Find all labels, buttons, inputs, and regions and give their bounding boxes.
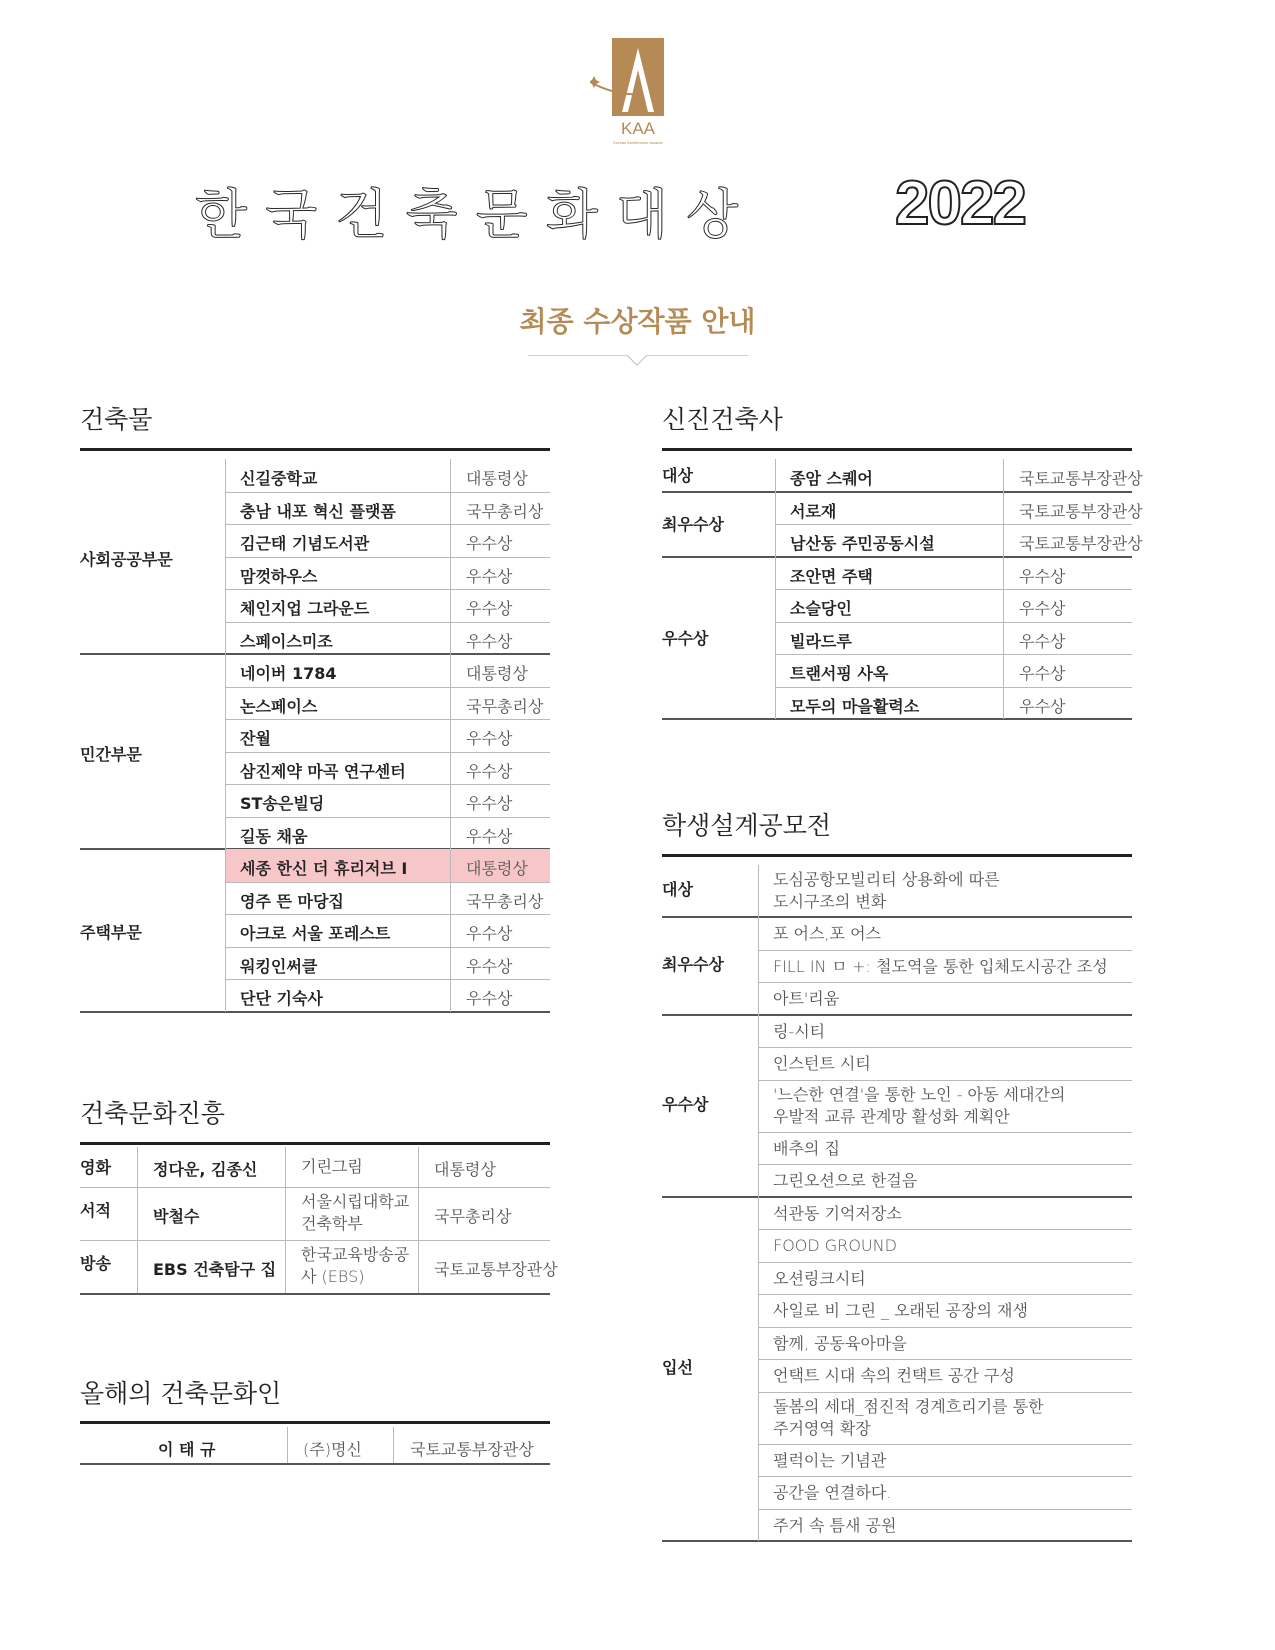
col-divider [418, 1147, 419, 1187]
group-divider [662, 1540, 1132, 1542]
category-label: 우수상 [662, 1094, 709, 1114]
col-divider [775, 459, 776, 492]
work-name-line-1: 석관동 기억저장소 [773, 1203, 902, 1223]
award-name: 대통령상 [466, 664, 528, 683]
row-divider [758, 1509, 1132, 1510]
col-divider [1003, 492, 1004, 557]
award-name: 국무총리상 [466, 696, 544, 716]
work-name [773, 1053, 1123, 1075]
work-name [773, 1235, 1123, 1257]
work-name: 신길중학교 [240, 469, 318, 488]
work-name-line-1: FILL IN ㅁ +: 철도역을 통한 입체도시공간 조성 [773, 956, 1108, 976]
work-name [773, 1482, 1123, 1504]
award-name: 우수상 [466, 631, 513, 651]
work-name [773, 1396, 1123, 1440]
col-divider [137, 1240, 138, 1293]
section-rule [662, 854, 1132, 857]
row-divider [225, 817, 550, 818]
work-name-line-1: 그린오션으로 한걸음 [773, 1171, 918, 1190]
work-name-line-1: 인스턴트 시티 [773, 1054, 871, 1073]
work-name [773, 1021, 1123, 1043]
work-name: 논스페이스 [240, 696, 318, 716]
award-name: 국토교통부장관상 [434, 1259, 558, 1279]
group-divider [662, 491, 1132, 493]
col-divider [225, 654, 226, 849]
work-name [773, 1170, 1123, 1192]
work-name: 워킹인써클 [240, 956, 318, 976]
award-name: 국토교통부장관상 [410, 1440, 534, 1459]
person-name: 정다운, 김종신 [153, 1160, 258, 1179]
award-name: 대통령상 [466, 859, 528, 878]
work-name: 맘껏하우스 [240, 566, 318, 586]
row-divider [225, 947, 550, 948]
work-name-line-1: 함께, 공동육아마을 [773, 1333, 907, 1353]
work-name-line-1: 포 어스,포 어스 [773, 924, 881, 943]
award-name: 대통령상 [434, 1160, 496, 1179]
category-label: 서적 [80, 1200, 111, 1220]
row-divider [758, 1476, 1132, 1477]
col-divider [758, 1197, 759, 1542]
row-divider [758, 1359, 1132, 1360]
row-divider [80, 1463, 550, 1465]
award-name: 대통령상 [466, 469, 528, 488]
award-name: 우수상 [466, 794, 513, 813]
work-name-line-1: 오션링크시티 [773, 1268, 866, 1288]
col-divider [225, 459, 226, 654]
work-name: 아크로 서울 포레스트 [240, 924, 391, 943]
work-name: 삼진제약 마곡 연구센터 [240, 761, 406, 781]
group-divider [80, 1011, 550, 1013]
col-divider [418, 1240, 419, 1293]
row-divider [775, 654, 1132, 655]
award-name: 국토교통부장관상 [1019, 501, 1143, 521]
col-divider [758, 917, 759, 1015]
row-divider [775, 524, 1132, 525]
main-title [195, 168, 1075, 246]
work-name [773, 923, 1123, 945]
category-label: 입선 [662, 1357, 693, 1377]
category-label: 최우수상 [662, 515, 724, 534]
row-divider [80, 1293, 550, 1295]
work-name-line-1: 사일로 비 그린 _ 오래된 공장의 재생 [773, 1301, 1028, 1320]
group-divider [662, 718, 1132, 720]
row-divider [758, 1327, 1132, 1328]
row-divider [225, 882, 550, 883]
row-divider [775, 589, 1132, 590]
col-divider [285, 1187, 286, 1240]
col-divider [225, 849, 226, 1012]
award-name: 우수상 [1019, 566, 1066, 586]
work-name-line-1: 아트'리움 [773, 989, 840, 1008]
organization: 서울시립대학교 건축학부 [301, 1192, 410, 1233]
work-name-line-1: 배추의 집 [773, 1138, 840, 1158]
row-divider [225, 784, 550, 785]
svg-text:KAA: KAA [620, 119, 656, 138]
work-name: 김근태 기념도서관 [240, 534, 370, 553]
award-name: 국토교통부장관상 [1019, 469, 1143, 488]
work-name [773, 869, 1123, 913]
row-divider [758, 1229, 1132, 1230]
work-name [773, 1450, 1123, 1472]
work-name: 세종 한신 더 휴리저브 Ⅰ [240, 859, 408, 878]
row-divider [225, 979, 550, 980]
award-name: 우수상 [1019, 664, 1066, 683]
work-name: 종암 스퀘어 [790, 469, 873, 488]
svg-text:Korean Architecture Awards: Korean Architecture Awards [613, 140, 663, 145]
work-name [773, 1203, 1123, 1225]
work-name: 잔월 [240, 729, 271, 748]
work-name [773, 956, 1123, 978]
section-rule [80, 1142, 550, 1145]
work-name-line-1: 언택트 시대 속의 컨택트 공간 구성 [773, 1366, 1015, 1385]
section-title-building: 건축물 [80, 405, 153, 434]
work-name-line-1: FOOD GROUND [773, 1236, 897, 1255]
organization: 한국교육방송공사 (EBS) [301, 1245, 410, 1286]
row-divider [80, 1240, 550, 1241]
title-year: 2022 [895, 169, 1025, 238]
col-divider [775, 492, 776, 557]
work-name-line-2: 주거영역 확장 [773, 1418, 871, 1438]
row-divider [225, 719, 550, 720]
chevron-down-icon [627, 346, 647, 366]
work-name-line-1: 펼럭이는 기념관 [773, 1450, 887, 1470]
work-name: 남산동 주민공동시설 [790, 534, 935, 553]
work-name: 단단 기숙사 [240, 989, 323, 1008]
work-name: 트랜서핑 사옥 [790, 664, 889, 683]
section-rule [80, 1421, 550, 1424]
col-divider [775, 557, 776, 720]
section-title-new-architect: 신진건축사 [662, 405, 783, 434]
group-divider [662, 1014, 1132, 1016]
award-name: 우수상 [466, 956, 513, 976]
row-divider [758, 1132, 1132, 1133]
work-name-line-1: 도심공항모빌리티 상용화에 따른 [773, 870, 1000, 889]
kaa-logo [590, 36, 680, 146]
work-name-line-1: 공간을 연결하다. [773, 1483, 892, 1502]
row-divider [775, 622, 1132, 623]
award-name: 우수상 [466, 599, 513, 618]
award-name: 우수상 [466, 729, 513, 748]
col-divider [137, 1187, 138, 1240]
work-name-line-2: 도시구조의 변화 [773, 892, 887, 911]
row-divider [225, 622, 550, 623]
work-name-line-1: 링-시티 [773, 1021, 826, 1041]
col-divider [758, 865, 759, 917]
award-name: 우수상 [1019, 599, 1066, 618]
work-name-line-2: 우발적 교류 관계망 활성화 계획안 [773, 1106, 1010, 1126]
row-divider [225, 524, 550, 525]
group-divider [80, 653, 550, 655]
category-label: 우수상 [662, 628, 709, 648]
award-name: 국무총리상 [434, 1206, 512, 1226]
col-divider [450, 654, 451, 849]
work-name [773, 1300, 1123, 1322]
group-divider [662, 556, 1132, 558]
row-divider [225, 589, 550, 590]
work-name: 빌라드루 [790, 631, 852, 651]
award-name: 우수상 [1019, 631, 1066, 651]
section-rule [662, 448, 1132, 451]
col-divider [285, 1240, 286, 1293]
row-divider [225, 687, 550, 688]
row-divider [758, 950, 1132, 951]
col-divider [450, 849, 451, 1012]
award-name: 국토교통부장관상 [1019, 534, 1143, 553]
work-name [773, 1138, 1123, 1160]
col-divider [758, 1015, 759, 1197]
title-kr: 한국건축문화대상 [195, 183, 757, 246]
row-divider [758, 1262, 1132, 1263]
work-name-line-1: 돌봄의 세대_점진적 경계흐리기를 통한 [773, 1396, 1044, 1416]
work-name [773, 1268, 1123, 1290]
organization: (주)명신 [303, 1440, 362, 1459]
work-name: ST송은빌딩 [240, 794, 325, 813]
work-name: 네이버 1784 [240, 664, 337, 683]
row-divider [758, 982, 1132, 983]
row-divider [80, 1187, 550, 1188]
section-title-person-of-year: 올해의 건축문화인 [80, 1379, 282, 1408]
row-divider [758, 1164, 1132, 1165]
category-label: 사회공공부문 [80, 549, 173, 569]
category-label: 민간부문 [80, 744, 142, 764]
work-name [773, 1333, 1123, 1355]
work-name: 충남 내포 혁신 플랫폼 [240, 501, 396, 521]
award-name: 우수상 [466, 761, 513, 781]
row-divider [225, 914, 550, 915]
person-name: 박철수 [153, 1206, 200, 1226]
work-name: 모두의 마을활력소 [790, 696, 920, 716]
organization: 기린그림 [301, 1157, 363, 1176]
col-divider [1003, 459, 1004, 492]
award-name: 우수상 [466, 989, 513, 1008]
category-label: 대상 [662, 466, 693, 486]
group-divider [662, 1196, 1132, 1198]
work-name: 서로재 [790, 501, 837, 521]
group-divider [662, 916, 1132, 918]
section-title-student: 학생설계공모전 [662, 811, 832, 840]
col-divider [287, 1427, 288, 1463]
row-divider [758, 1392, 1132, 1393]
col-divider [1003, 557, 1004, 720]
section-title-promotion: 건축문화진흥 [80, 1099, 225, 1128]
row-divider [758, 1444, 1132, 1445]
work-name-line-1: '느슨한 연결'을 통한 노인 - 아동 세대간의 [773, 1084, 1066, 1104]
award-name: 우수상 [466, 924, 513, 943]
work-name-line-1: 주거 속 틈새 공원 [773, 1515, 897, 1535]
work-name [773, 1365, 1123, 1387]
row-divider [758, 1047, 1132, 1048]
col-divider [285, 1147, 286, 1187]
section-rule [80, 448, 550, 451]
award-name: 국무총리상 [466, 501, 544, 521]
category-label: 주택부문 [80, 923, 142, 943]
row-divider [225, 557, 550, 558]
col-divider [418, 1187, 419, 1240]
award-name: 우수상 [466, 534, 513, 553]
row-divider [225, 492, 550, 493]
page-subtitle: 최종 수상작품 안내 [519, 305, 756, 338]
category-label: 영화 [80, 1158, 111, 1177]
col-divider [450, 459, 451, 654]
work-name: 조안면 주택 [790, 566, 873, 586]
work-name: 체인지업 그라운드 [240, 599, 370, 618]
work-name: 소슬당인 [790, 599, 852, 618]
person-name: EBS 건축탐구 집 [153, 1259, 277, 1279]
work-name [773, 1084, 1123, 1128]
work-name [773, 1515, 1123, 1537]
work-name: 스페이스미조 [240, 631, 333, 651]
work-name: 길동 채움 [240, 826, 308, 846]
category-label: 방송 [80, 1253, 111, 1273]
category-label: 최우수상 [662, 954, 724, 974]
work-name [773, 988, 1123, 1010]
award-name: 우수상 [466, 566, 513, 586]
row-divider [758, 1080, 1132, 1081]
row-divider [225, 752, 550, 753]
award-name: 우수상 [466, 826, 513, 846]
category-label: 대상 [662, 880, 693, 899]
work-name: 영주 뜬 마당집 [240, 891, 344, 911]
row-divider [758, 1294, 1132, 1295]
award-name: 우수상 [1019, 696, 1066, 716]
person-name: 이 태 규 [158, 1440, 216, 1459]
col-divider [393, 1427, 394, 1463]
col-divider [137, 1147, 138, 1187]
award-name: 국무총리상 [466, 891, 544, 911]
row-divider [775, 687, 1132, 688]
